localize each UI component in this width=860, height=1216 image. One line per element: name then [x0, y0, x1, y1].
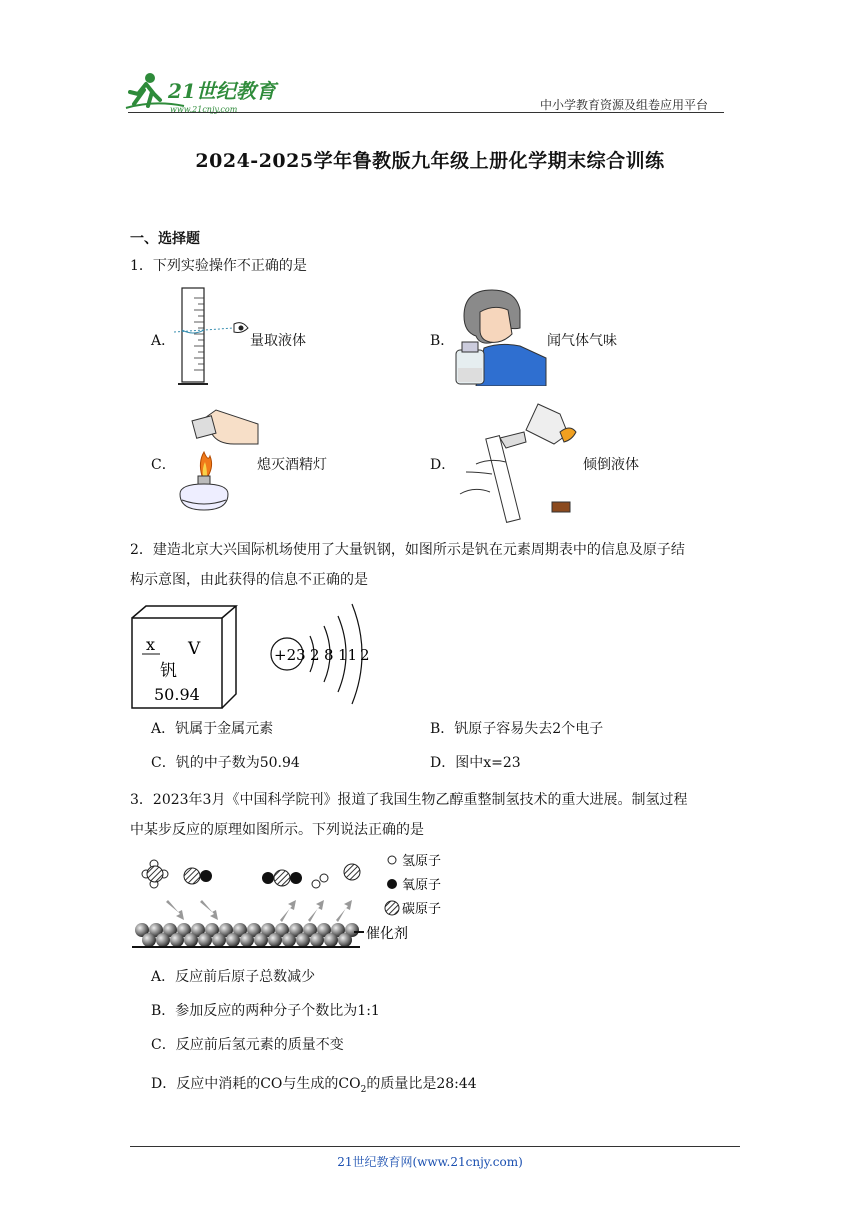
q1-option-d-letter: D． [430, 457, 456, 473]
q2-option-b: B．钒原子容易失去2个电子 [430, 721, 604, 737]
co2-subscript: 2 [360, 1084, 367, 1095]
legend-hydrogen: 氢原子 [402, 854, 442, 869]
q3-option-d-suffix: 的质量比是28:44 [366, 1076, 477, 1092]
pouring-liquid-figure [456, 402, 582, 530]
element-mass: 50.94 [154, 685, 200, 704]
question-3-stem-line2: 中某步反应的原理如图所示。下列说法正确的是 [130, 822, 424, 838]
catalyst-label: 催化剂 [366, 926, 408, 942]
footer-divider [130, 1146, 740, 1147]
question-2-stem-line2: 构示意图，由此获得的信息不正确的是 [130, 572, 368, 588]
section-heading: 一、选择题 [130, 231, 200, 247]
q1-option-c-letter: C． [151, 457, 176, 473]
shell-3-electrons: 11 [338, 646, 358, 664]
smelling-gas-figure [450, 286, 548, 390]
co2-formula: CO [338, 1076, 361, 1092]
q1-option-a-letter: A． [151, 333, 176, 349]
periodic-table-cell [130, 604, 238, 714]
q1-option-b-letter: B． [430, 333, 455, 349]
q3-option-a: A．反应前后原子总数减少 [151, 969, 316, 985]
q3-option-c: C．反应前后氢元素的质量不变 [151, 1037, 344, 1053]
q2-option-a: A．钒属于金属元素 [151, 721, 274, 737]
shell-4-electrons: 2 [360, 646, 370, 664]
q2-option-d: D．图中x=23 [430, 755, 521, 771]
question-1-stem: 1．下列实验操作不正确的是 [130, 258, 307, 274]
q3-option-b: B．参加反应的两种分子个数比为1:1 [151, 1003, 380, 1019]
logo-url: www.21cnjy.com [170, 105, 238, 114]
shell-2-electrons: 8 [324, 646, 334, 664]
question-2-stem-line1: 2．建造北京大兴国际机场使用了大量钒钢，如图所示是钒在元素周期表中的信息及原子结 [130, 542, 685, 558]
footer-link[interactable]: 21世纪教育网(www.21cnjy.com) [337, 1155, 523, 1169]
atom-structure-diagram [266, 598, 386, 712]
q3-option-d-prefix: D．反应中消耗的CO与生成的 [151, 1076, 339, 1092]
graduated-cylinder-figure [174, 284, 254, 394]
nucleus-charge: +23 [274, 646, 306, 664]
header-slogan: 中小学教育资源及组卷应用平台 [540, 98, 709, 112]
q2-option-c: C．钒的中子数为50.94 [151, 755, 300, 771]
header-divider [128, 112, 724, 113]
question-3-stem-line1: 3．2023年3月《中国科学院刊》报道了我国生物乙醇重整制氢技术的重大进展。制氢过程 [130, 792, 688, 808]
reaction-diagram [130, 850, 460, 954]
legend-oxygen: 氧原子 [402, 878, 442, 893]
q1-option-d-caption: 倾倒液体 [583, 457, 639, 473]
site-logo [124, 70, 294, 114]
q1-option-c-caption: 熄灭酒精灯 [257, 457, 327, 473]
element-name: 钒 [160, 661, 177, 681]
q1-option-a-caption: 量取液体 [250, 333, 306, 349]
logo-text: 21世纪教育 [168, 79, 276, 103]
element-number: x [146, 635, 156, 654]
alcohol-lamp-figure [172, 404, 262, 520]
shell-1-electrons: 2 [310, 646, 320, 664]
page-title: 2024-2025学年鲁教版九年级上册化学期末综合训练 [195, 150, 665, 172]
legend-carbon: 碳原子 [402, 902, 442, 917]
q3-option-d [151, 1073, 477, 1095]
q1-option-b-caption: 闻气体气味 [547, 333, 617, 349]
element-symbol: V [188, 639, 201, 659]
